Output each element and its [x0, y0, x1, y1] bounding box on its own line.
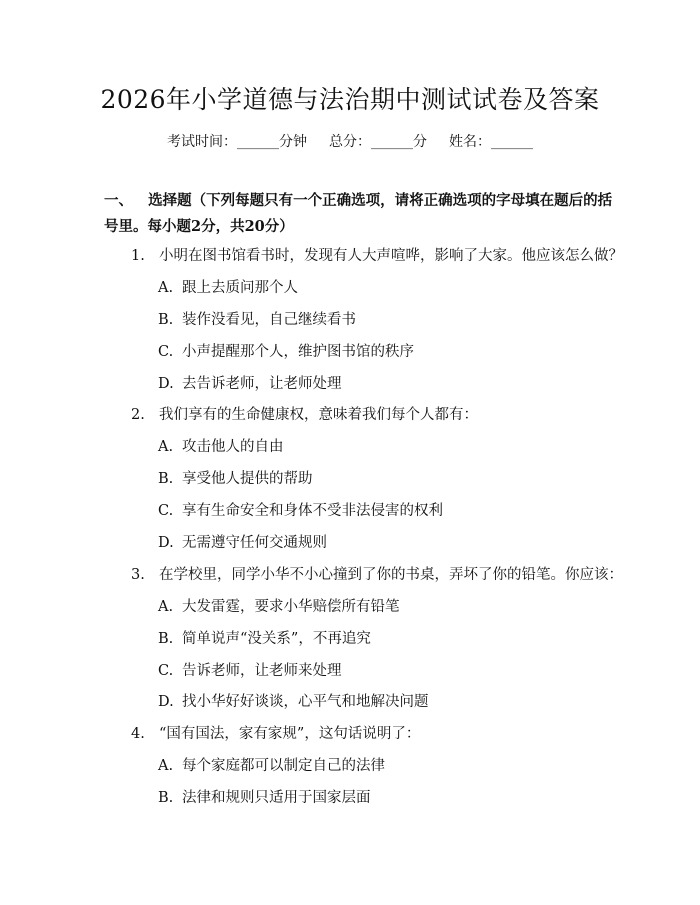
question-4-option-a	[158, 754, 385, 775]
question-number: 2.	[131, 407, 145, 423]
page-title: 2026年小学道德与法治期中测试试卷及答案	[100, 85, 600, 114]
question-1-option-c	[158, 340, 414, 361]
question-3-option-c	[158, 659, 342, 680]
question-number: 3.	[131, 567, 145, 583]
question-3	[131, 563, 623, 584]
question-number: 4.	[131, 726, 145, 742]
option-letter: C.	[158, 344, 174, 360]
option-text: 跟上去质问那个人	[182, 280, 298, 296]
option-letter: A.	[158, 599, 174, 615]
question-1	[131, 244, 623, 265]
question-2-option-a	[158, 435, 284, 456]
section-text: 选择题（下列每题只有一个正确选项，请将正确选项的字母填在题后的括号里。每小题2分，共20分）	[104, 192, 613, 235]
option-text: 装作没看见，自己继续看书	[182, 312, 356, 328]
option-letter: C.	[158, 503, 174, 519]
option-letter: B.	[158, 790, 174, 806]
question-1-option-d	[158, 372, 342, 393]
question-3-option-d	[158, 690, 429, 711]
option-letter: D.	[158, 694, 174, 710]
question-number: 1.	[131, 248, 145, 264]
question-1-option-a	[158, 276, 298, 297]
exam-time-field: 考试时间：______分钟	[167, 134, 307, 150]
question-text: 在学校里，同学小华不小心撞到了你的书桌，弄坏了你的铅笔。你应该：	[159, 567, 623, 583]
question-3-option-b	[158, 627, 371, 648]
question-2-option-c	[158, 499, 443, 520]
question-3-option-a	[158, 595, 400, 616]
question-2-option-d	[158, 531, 327, 552]
option-letter: A.	[158, 439, 174, 455]
option-letter: B.	[158, 312, 174, 328]
option-letter: B.	[158, 631, 174, 647]
option-text: 去告诉老师，让老师处理	[182, 376, 342, 392]
question-text: 小明在图书馆看书时，发现有人大声喧哗，影响了大家。他应该怎么做？	[159, 248, 623, 264]
option-text: 告诉老师，让老师来处理	[182, 663, 342, 679]
question-text: “国有国法，家有家规”，这句话说明了：	[159, 726, 421, 742]
question-text: 我们享有的生命健康权，意味着我们每个人都有：	[159, 407, 478, 423]
option-letter: C.	[158, 663, 174, 679]
option-text: 法律和规则只适用于国家层面	[182, 790, 371, 806]
option-letter: B.	[158, 471, 174, 487]
option-text: 每个家庭都可以制定自己的法律	[182, 758, 385, 774]
option-text: 攻击他人的自由	[182, 439, 284, 455]
option-letter: A.	[158, 280, 174, 296]
option-letter: A.	[158, 758, 174, 774]
option-letter: D.	[158, 376, 174, 392]
option-text: 无需遵守任何交通规则	[182, 535, 327, 551]
option-text: 享受他人提供的帮助	[182, 471, 313, 487]
section-heading	[104, 188, 614, 240]
option-letter: D.	[158, 535, 174, 551]
section-number: 一、	[104, 192, 133, 209]
question-1-option-b	[158, 308, 356, 329]
option-text: 享有生命安全和身体不受非法侵害的权利	[182, 503, 443, 519]
question-2-option-b	[158, 467, 313, 488]
question-2	[131, 403, 478, 424]
exam-meta	[0, 131, 700, 151]
question-4	[131, 722, 420, 743]
option-text: 找小华好好谈谈，心平气和地解决问题	[182, 694, 429, 710]
question-4-option-b	[158, 786, 371, 807]
option-text: 大发雷霆，要求小华赔偿所有铅笔	[182, 599, 400, 615]
option-text: 小声提醒那个人，维护图书馆的秩序	[182, 344, 414, 360]
option-text: 简单说声“没关系”，不再追究	[182, 631, 371, 647]
total-score-field: 总分：______分	[329, 134, 427, 150]
student-name-field: 姓名：______	[449, 134, 533, 150]
